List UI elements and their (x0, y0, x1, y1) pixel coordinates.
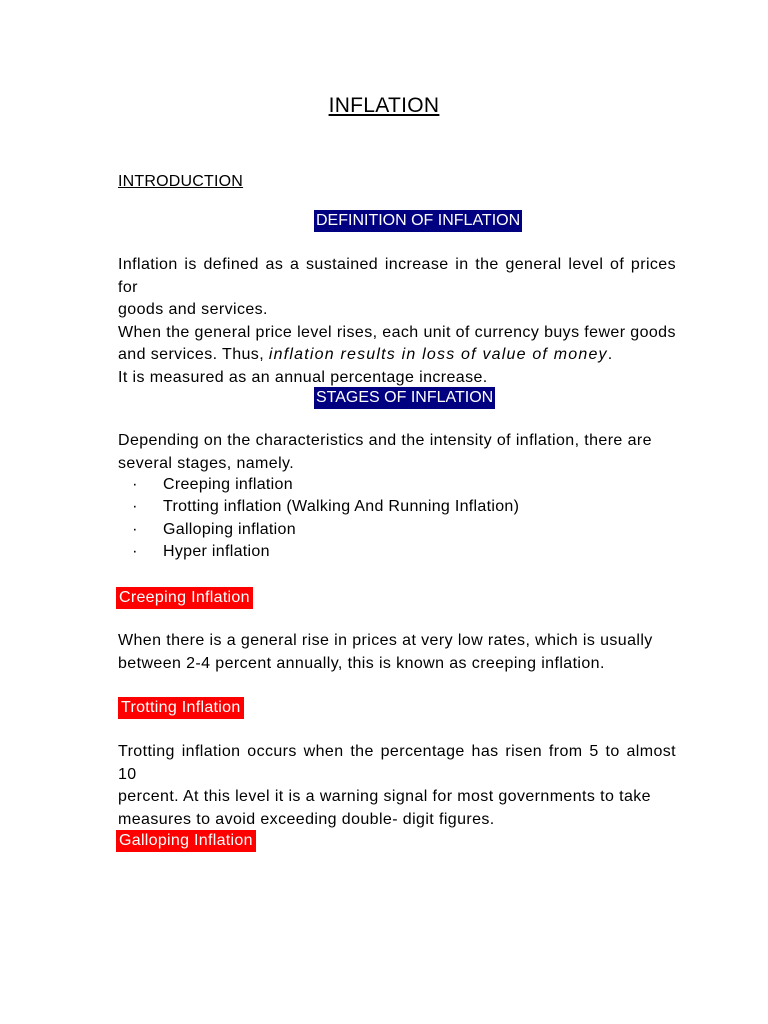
list-item (130, 496, 519, 518)
list-item-label: Hyper inflation (163, 543, 270, 561)
definition-line-4-text: and services. Thus, (118, 346, 269, 363)
bullet-dot-icon: · (132, 520, 138, 538)
list-item (130, 474, 519, 496)
definition-line-1: Inflation is defined as a sustained increase in the general level of prices for (118, 256, 676, 296)
list-item-label: Galloping inflation (163, 520, 296, 538)
list-item-label: Trotting inflation (Walking And Running Inflation) (163, 498, 520, 516)
creeping-line-2: between 2-4 percent annually, this is known as creeping inflation. (118, 654, 605, 672)
bullet-dot-icon: · (132, 476, 138, 493)
definition-line-2: goods and services. (118, 301, 268, 318)
creeping-paragraph (118, 630, 676, 675)
stages-line-1: Depending on the characteristics and the intensity of inflation, there are (118, 432, 652, 449)
trotting-line-2: percent. At this level it is a warning signal for most governments to take (118, 788, 651, 805)
creeping-heading: Creeping Inflation (116, 587, 253, 609)
definition-line-4-end: . (607, 346, 613, 363)
trotting-line-3: measures to avoid exceeding double- digit figures. (118, 810, 495, 828)
stages-paragraph (118, 430, 676, 475)
galloping-heading: Galloping Inflation (116, 830, 256, 852)
stages-list (130, 474, 519, 564)
bullet-dot-icon: · (132, 543, 138, 561)
bullet-dot-icon: · (132, 498, 138, 516)
definition-line-4 (118, 344, 676, 367)
definition-line-5: It is measured as an annual percentage increase. (118, 368, 488, 386)
creeping-line-1: When there is a general rise in prices at very low rates, which is usually (118, 632, 653, 649)
list-item (130, 519, 519, 541)
definition-heading: DEFINITION OF INFLATION (314, 210, 522, 232)
definition-paragraph (118, 254, 676, 389)
definition-line-3: When the general price level rises, each unit of currency buys fewer goods (118, 323, 676, 341)
definition-italic-phrase: inflation results in loss of value of money (268, 346, 608, 363)
page-title: INFLATION (328, 94, 440, 117)
trotting-heading: Trotting Inflation (118, 697, 244, 719)
introduction-heading: INTRODUCTION (118, 173, 244, 190)
trotting-line-1: Trotting inflation occurs when the percentage has risen from 5 to almost 10 (118, 743, 676, 783)
list-item-label: Creeping inflation (163, 476, 293, 493)
list-item (130, 541, 519, 563)
trotting-paragraph (118, 741, 676, 831)
stages-line-2: several stages, namely. (118, 454, 295, 472)
stages-heading: STAGES OF INFLATION (314, 387, 495, 409)
